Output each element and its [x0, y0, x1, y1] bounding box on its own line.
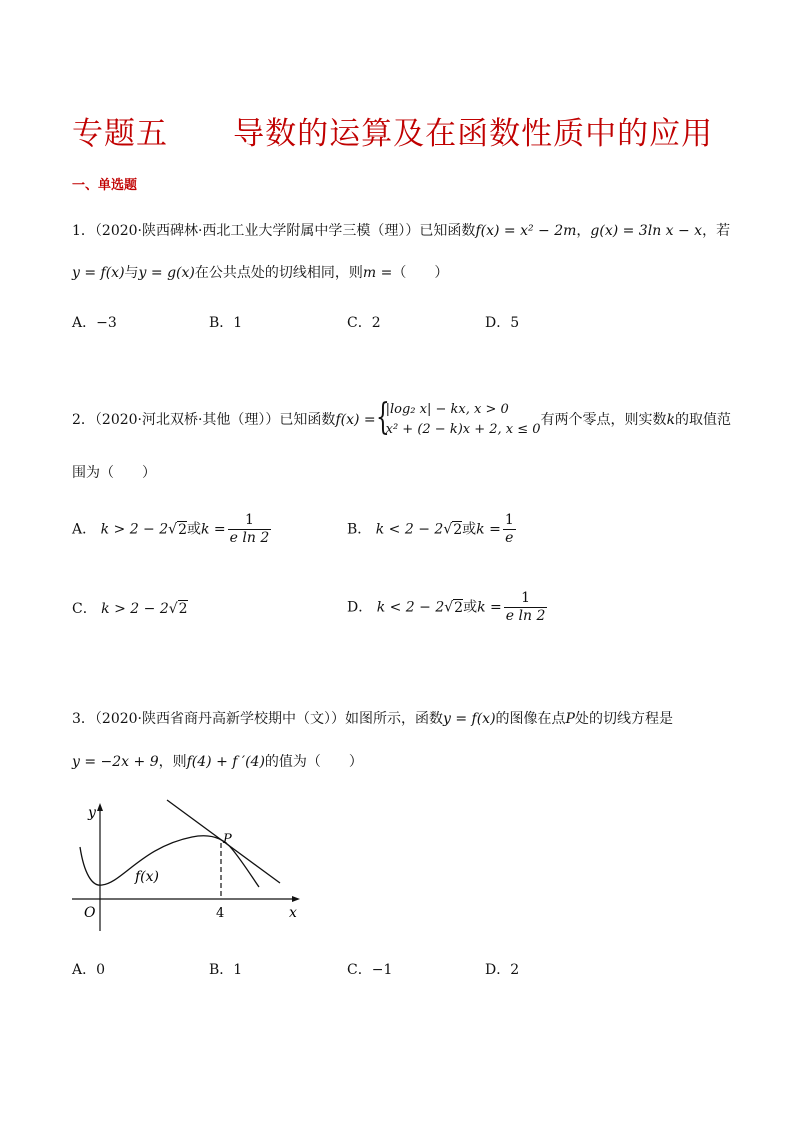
radicand: 2: [178, 521, 187, 538]
option-expr: k < 2 − 2: [376, 599, 445, 616]
option-value: 2: [371, 315, 381, 331]
q1-prefix: 1．（2020·陕西碑林·西北工业大学附属中学三模（理））已知函数: [72, 223, 476, 239]
option-label: B．: [209, 315, 234, 331]
sqrt-icon: √: [443, 521, 453, 538]
option-k: k =: [200, 521, 226, 538]
option-expr: k > 2 − 2: [100, 521, 169, 538]
q1-g-def: g(x) = 3ln x − x: [590, 223, 703, 239]
option-value: 5: [510, 315, 520, 331]
function-curve: [80, 836, 259, 887]
q1-f-def: f(x) = x² − 2m: [475, 223, 577, 239]
q1-tail: ，若: [702, 223, 731, 239]
q1-option-b[interactable]: [209, 312, 242, 332]
option-k: k =: [476, 521, 501, 538]
q2-tail2: 的取值范: [675, 412, 732, 428]
q3-mid: 的图像在点: [495, 711, 566, 727]
option-k: k =: [477, 599, 502, 616]
option-value: 1: [233, 315, 243, 331]
q3-fn: y = f(x): [443, 711, 496, 727]
x-axis-label: x: [289, 905, 297, 921]
q2-row1: |log₂ x| − kx, x > 0: [385, 402, 509, 417]
option-label: A．: [72, 521, 97, 538]
q1-option-a[interactable]: [72, 312, 117, 332]
option-label: B．: [347, 521, 372, 538]
q2-func: f(x) =: [335, 412, 376, 428]
option-label: C．: [347, 962, 372, 978]
q1-m: m =: [362, 265, 393, 281]
option-value: 2: [510, 962, 520, 978]
y-axis-arrow-icon: [97, 803, 103, 811]
q1-line2: [72, 262, 448, 282]
q1-and: 与: [124, 265, 139, 281]
denominator: e ln 2: [505, 608, 546, 624]
option-label: D．: [347, 599, 373, 616]
q2-option-a[interactable]: [72, 512, 273, 547]
q3-option-b[interactable]: [209, 959, 242, 979]
option-label: C．: [347, 315, 372, 331]
q1-paren: （ ）: [392, 265, 449, 281]
brace-icon: {: [375, 397, 390, 438]
option-expr: k < 2 − 2: [375, 521, 444, 538]
q3-tail: 处的切线方程是: [574, 711, 673, 727]
q2-prefix: 2．（2020·河北双桥·其他（理））已知函数: [72, 412, 336, 428]
q2-row2: x² + (2 − k)x + 2, x ≤ 0: [385, 422, 541, 437]
q1-cond: 在公共点处的切线相同，则: [194, 265, 363, 281]
option-label: A．: [72, 315, 97, 331]
page-title: 专题五 导数的运算及在函数性质中的应用: [72, 116, 714, 152]
q3-prefix: 3．（2020·陕西省商丹高新学校期中（文））如图所示，函数: [72, 711, 443, 727]
fraction: [503, 512, 516, 547]
radicand: 2: [178, 601, 188, 617]
q2-option-d[interactable]: [347, 590, 549, 625]
radicand: 2: [453, 521, 463, 538]
denominator: e ln 2: [229, 530, 270, 546]
tick-4-label: 4: [216, 906, 225, 921]
or-text: 或: [186, 521, 201, 538]
or-text: 或: [463, 599, 478, 616]
numerator: 1: [504, 512, 514, 528]
numerator: 1: [228, 512, 272, 530]
q3-option-a[interactable]: [72, 959, 105, 979]
q1-y-g: y = g(x): [138, 265, 195, 281]
q1-option-c[interactable]: [347, 312, 381, 332]
y-axis-label: y: [88, 805, 96, 821]
fraction: [504, 590, 548, 625]
q3-option-d[interactable]: [485, 959, 519, 979]
sqrt-icon: √: [168, 521, 178, 538]
section-heading: 一、单选题: [72, 178, 138, 193]
denominator: e: [505, 530, 514, 546]
fraction: [228, 512, 272, 547]
q1-option-d[interactable]: [485, 312, 519, 332]
option-label: C．: [72, 601, 97, 617]
q1-sep: ，: [576, 223, 591, 239]
sqrt-icon: √: [168, 601, 178, 617]
q3-line2: [72, 751, 363, 771]
radicand: 2: [454, 599, 464, 616]
option-value: −1: [371, 962, 393, 978]
q2-option-b[interactable]: [347, 512, 518, 547]
x-axis-arrow-icon: [292, 896, 300, 902]
q2-line2: 围为（ ）: [72, 465, 156, 481]
q3-line1: [72, 708, 673, 728]
q2-line1: [72, 397, 732, 440]
q2-option-c[interactable]: [72, 598, 188, 618]
option-value: 1: [233, 962, 243, 978]
q3-p: P: [565, 711, 575, 727]
option-label: B．: [209, 962, 234, 978]
option-label: D．: [485, 315, 511, 331]
q3-ask: 的值为（ ）: [264, 754, 363, 770]
option-value: 0: [96, 962, 106, 978]
option-label: A．: [72, 962, 97, 978]
q3-expr: f(4) + f ′(4): [186, 754, 265, 770]
q2-piecewise: [375, 397, 541, 440]
q1-line1: [72, 220, 730, 240]
point-p-label: P: [223, 832, 232, 847]
q2-tail: 有两个零点，则实数: [540, 412, 667, 428]
option-label: D．: [485, 962, 511, 978]
numerator: 1: [504, 590, 548, 608]
option-value: −3: [96, 315, 117, 331]
sqrt-icon: √: [444, 599, 454, 616]
q3-then: ，则: [158, 754, 187, 770]
curve-label: f(x): [135, 869, 160, 885]
or-text: 或: [462, 521, 477, 538]
q2-k: k: [666, 412, 676, 428]
q3-tangent: y = −2x + 9: [72, 754, 159, 770]
origin-label: O: [84, 905, 96, 921]
q1-y-f: y = f(x): [72, 265, 125, 281]
option-expr: k > 2 − 2: [101, 601, 169, 617]
q3-option-c[interactable]: [347, 959, 392, 979]
q3-figure: [62, 795, 312, 935]
